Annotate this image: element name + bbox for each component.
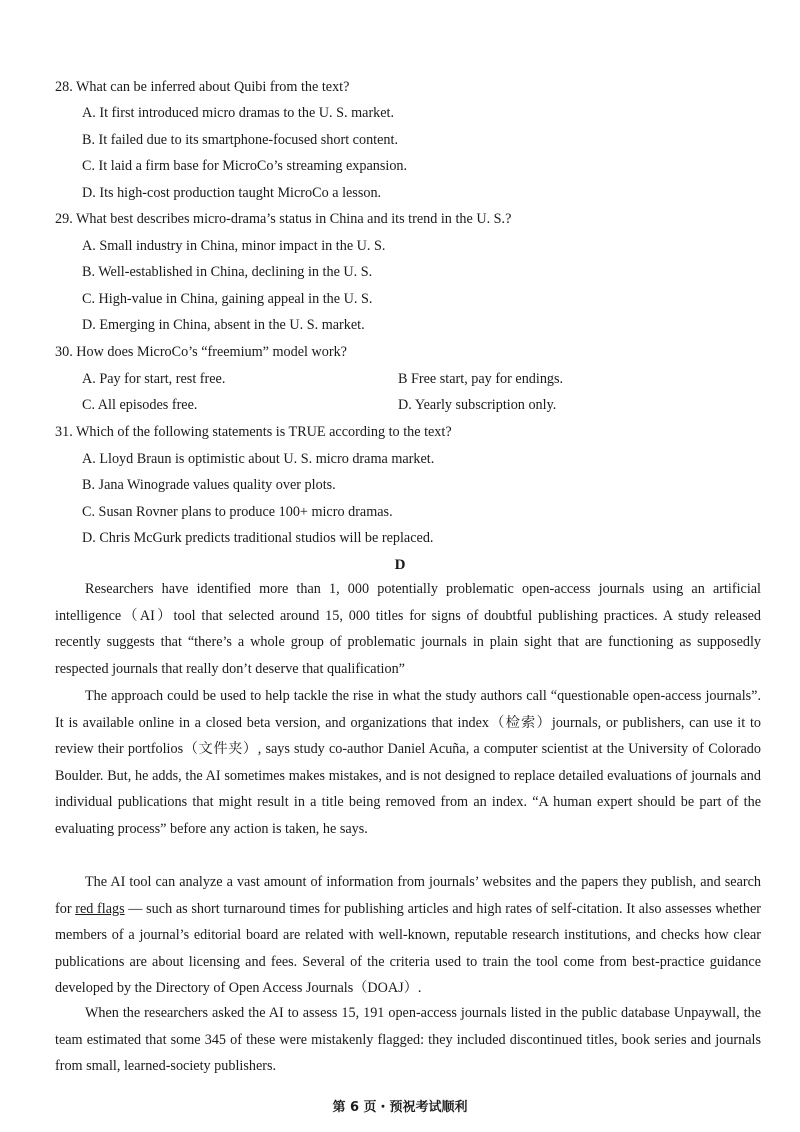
- question-29-option-c: C. High-value in China, gaining appeal in the U. S.: [82, 291, 373, 307]
- question-31-stem: 31. Which of the following statements is TRUE according to the text?: [55, 424, 452, 440]
- section-d-heading: D: [394, 557, 406, 573]
- section-d-paragraph-3: [55, 869, 761, 1002]
- question-29-option-b: B. Well-established in China, declining in the U. S.: [82, 264, 373, 280]
- question-31-option-d: D. Chris McGurk predicts traditional studios will be replaced.: [82, 530, 434, 546]
- question-28-option-d: D. Its high-cost production taught MicroCo a lesson.: [82, 185, 382, 201]
- question-30-option-d: D. Yearly subscription only.: [398, 397, 557, 413]
- page-footer: 第 6 页・预祝考试顺利: [332, 1100, 468, 1115]
- section-d-paragraph-1: [55, 576, 761, 682]
- question-30-stem: 30. How does MicroCo’s “freemium” model work?: [55, 344, 347, 360]
- red-flags-underlined: red flags: [75, 900, 125, 917]
- paragraph-1-text: Researchers have identified more than 1, 000 potentially problematic open-access journals using an artificial intelligence（AI）tool that selected around 15, 000 titles for signs of doubtful publishing practices. A study released recently suggests that “there’s a whole group of problematic journals in plain sight that are functioning as supposedly respected journals that really don’t deserve that qualification”: [55, 581, 761, 677]
- question-28-option-b: B. It failed due to its smartphone-focused short content.: [82, 132, 398, 148]
- question-30-option-a: A. Pay for start, rest free.: [82, 371, 226, 387]
- section-d-paragraph-2: [55, 683, 761, 842]
- section-d-paragraph-4: [55, 1000, 761, 1080]
- paragraph-3-text-after: — such as short turnaround times for publishing articles and high rates of self-citation. It also assesses whether members of a journal’s editorial board are related with well-known, reputable research institutions, and checks how clear publications are about licensing and fees. Several of the criteria used to train the tool come from best-practice guidance developed by the Directory of Open Access Journals（DOAJ）.: [55, 900, 761, 996]
- question-31-option-c: C. Susan Rovner plans to produce 100+ micro dramas.: [82, 504, 393, 520]
- question-29-stem: 29. What best describes micro-drama’s status in China and its trend in the U. S.?: [55, 211, 512, 227]
- paragraph-4-text: When the researchers asked the AI to assess 15, 191 open-access journals listed in the public database Unpaywall, the team estimated that some 345 of these were mistakenly flagged: they included discontinued titles, book series and journals from small, learned-society publishers.: [55, 1005, 761, 1074]
- question-28-option-a: A. It first introduced micro dramas to the U. S. market.: [82, 105, 395, 121]
- question-30-option-c: C. All episodes free.: [82, 397, 198, 413]
- question-31-option-a: A. Lloyd Braun is optimistic about U. S. micro drama market.: [82, 451, 435, 467]
- paragraph-3-text-before: The AI tool can analyze a vast amount of information from journals’ websites and the papers they publish, and search for: [55, 874, 761, 917]
- question-28-option-c: C. It laid a firm base for MicroCo’s streaming expansion.: [82, 158, 408, 174]
- question-29-option-d: D. Emerging in China, absent in the U. S. market.: [82, 317, 365, 333]
- question-31-option-b: B. Jana Winograde values quality over plots.: [82, 477, 336, 493]
- question-28-stem: 28. What can be inferred about Quibi from the text?: [55, 79, 350, 95]
- question-29-option-a: A. Small industry in China, minor impact in the U. S.: [82, 238, 386, 254]
- paragraph-2-text: The approach could be used to help tackle the rise in what the study authors call “questionable open-access journals”. It is available online in a closed beta version, and organizations that index（检索）journals, or publishers, can use it to review their portfolios（文件夹）, says study co-author Daniel Acuña, a computer scientist at the University of Colorado Boulder. But, he adds, the AI sometimes makes mistakes, and is not designed to replace detailed evaluations of journals and individual publications that might result in a title being removed from an index. “A human expert should be part of the evaluating process” before any action is taken, he says.: [55, 688, 761, 837]
- question-30-option-b: B Free start, pay for endings.: [398, 371, 564, 387]
